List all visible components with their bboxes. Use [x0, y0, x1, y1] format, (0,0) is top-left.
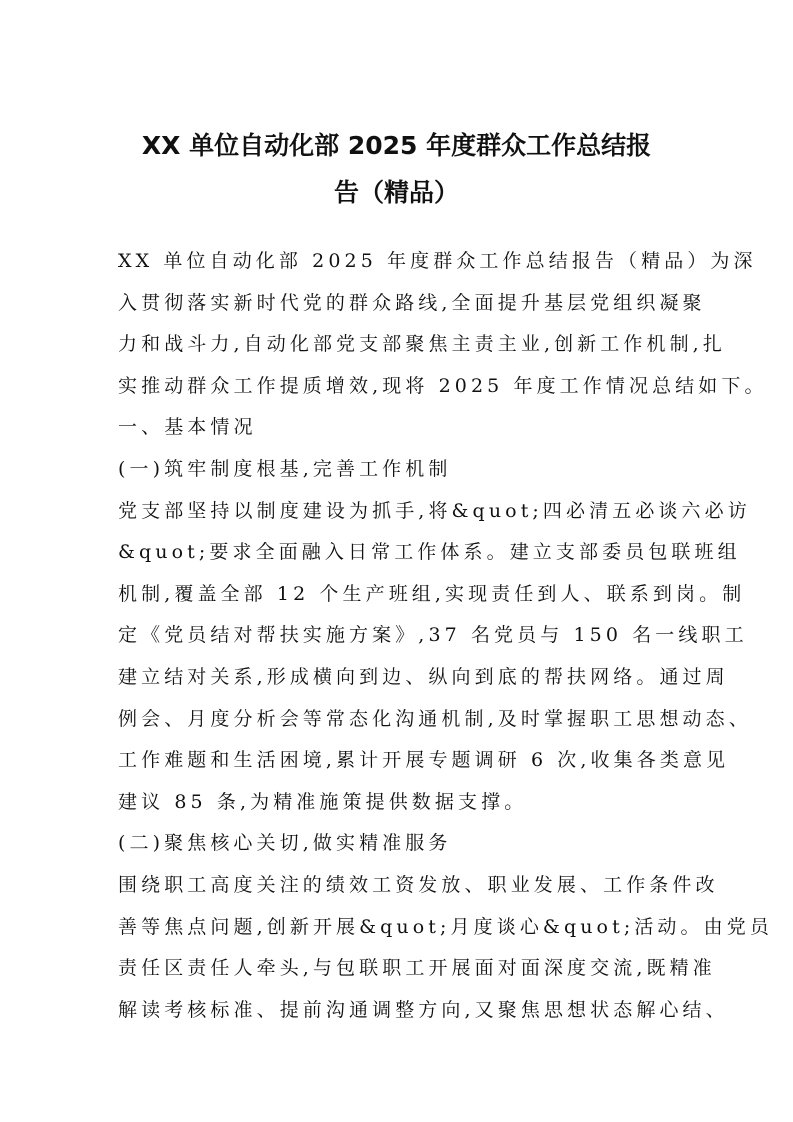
- paragraph-line: &quot;要求全面融入日常工作体系。建立支部委员包联班组: [118, 541, 741, 564]
- paragraph-line: 例会、月度分析会等常态化沟通机制,及时掌握职工思想动态、: [118, 707, 752, 730]
- paragraph-line: 围绕职工高度关注的绩效工资发放、职业发展、工作条件改: [118, 873, 719, 896]
- document-title: [0, 122, 793, 216]
- paragraph-line: 责任区责任人牵头,与包联职工开展面对面深度交流,既精准: [118, 957, 716, 980]
- paragraph-line: 建议 85 条,为精准施策提供数据支撑。: [118, 790, 528, 813]
- paragraph-line: 党支部坚持以制度建设为抓手,将&quot;四必清五必谈六必访: [118, 499, 751, 522]
- paragraph-line: 机制,覆盖全部 12 个生产班组,实现责任到人、联系到岗。制: [118, 582, 746, 605]
- document-body: [118, 241, 773, 1031]
- paragraph-line: 建立结对关系,形成横向到边、纵向到底的帮扶网络。通过周: [118, 665, 729, 688]
- paragraph-line: 定《党员结对帮扶实施方案》,37 名党员与 150 名一线职工: [118, 624, 748, 647]
- paragraph-line: 善等焦点问题,创新开展&quot;月度谈心&quot;活动。由党员: [118, 915, 773, 938]
- subsection-heading: (二)聚焦核心关切,做实精准服务: [118, 832, 452, 855]
- title-line-2: 告（精品）: [333, 178, 459, 207]
- subsection-heading: (一)筑牢制度根基,完善工作机制: [118, 457, 452, 480]
- paragraph-line: 工作难题和生活困境,累计开展专题调研 6 次,收集各类意见: [118, 749, 730, 772]
- title-line-1: XX 单位自动化部 2025 年度群众工作总结报: [141, 131, 652, 160]
- intro-paragraph-line: 实推动群众工作提质增效,现将 2025 年度工作情况总结如下。: [118, 374, 768, 397]
- intro-paragraph-line: XX 单位自动化部 2025 年度群众工作总结报告（精品）为深: [118, 250, 757, 272]
- intro-paragraph-line: 入贯彻落实新时代党的群众路线,全面提升基层党组织凝聚: [118, 291, 706, 314]
- intro-paragraph-line: 力和战斗力,自动化部党支部聚焦主责主业,创新工作机制,扎: [118, 333, 726, 356]
- paragraph-line: 解读考核标准、提前沟通调整方向,又聚焦思想状态解心结、: [118, 998, 729, 1021]
- section-heading: 一、基本情况: [118, 416, 257, 439]
